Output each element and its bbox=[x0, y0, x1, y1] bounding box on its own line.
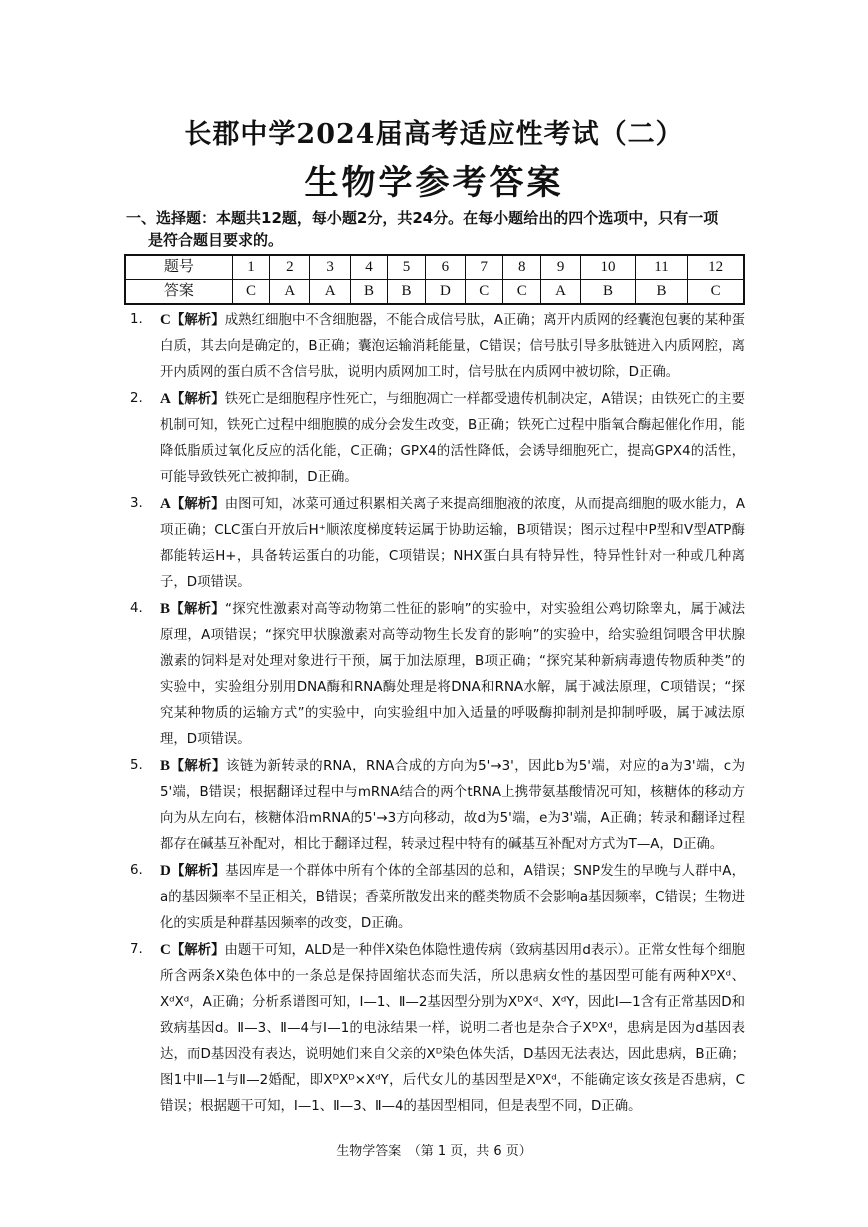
question-number: 11 bbox=[635, 255, 688, 280]
item-analysis-tag: 【解析】 bbox=[170, 864, 226, 879]
question-number: 7 bbox=[466, 255, 503, 280]
question-number: 10 bbox=[581, 255, 635, 280]
item-body bbox=[160, 937, 745, 1120]
question-number: 5 bbox=[388, 255, 425, 280]
item-answer: C bbox=[160, 312, 171, 328]
item-text: 基因库是一个群体中所有个体的全部基因的总和，A错误；SNP发生的早晚与人群中A，a的基因频率不呈正相关，B错误；香菜所散发出来的醛类物质不会影响a基因频率，C错误；生物进化的实质是种群基因频率的改变，D正确。 bbox=[160, 864, 745, 931]
item-text: 成熟红细胞中不含细胞器，不能合成信号肽，A正确；离开内质网的经囊泡包裹的某种蛋白质，其去向是确定的，B正确；囊泡运输消耗能量，C错误；信号肽引导多肽链进入内质网腔，离开内质网的蛋白质不含信号肽，说明内质网加工时，信号肽在内质网中被切除，D正确。 bbox=[160, 313, 745, 380]
item-body bbox=[160, 596, 745, 753]
item-number: 4. bbox=[130, 601, 143, 616]
item-text: 该链为新转录的RNA，RNA合成的方向为5'→3'，因此b为5'端，对应的a为3'端，c为5'端，B错误；根据翻译过程中与mRNA结合的两个tRNA上携带氨基酸情况可知，核糖体的移动方向为从左向右，核糖体沿mRNA的5'→3方向移动，故d为5'端，e为3'端，A正确；转录和翻译过程都存在碱基互补配对，相比于翻译过程，转录过程中特有的碱基互补配对方式为T—A，D正确。 bbox=[160, 759, 745, 852]
answer-cell: C bbox=[232, 280, 269, 305]
answer-cell: B bbox=[581, 280, 635, 305]
section-heading bbox=[126, 207, 746, 251]
item-text: 由图可知，冰菜可通过积累相关离子来提高细胞液的浓度，从而提高细胞的吸水能力，A项正确；CLC蛋白开放后H⁺顺浓度梯度转运属于协助运输，B项错误；图示过程中P型和V型ATP酶都能转运H+，具备转运蛋白的功能，C项错误；NHX蛋白具有特异性，特异性针对一种或几种离子，D项错误。 bbox=[160, 497, 745, 590]
row-label-number: 题号 bbox=[125, 255, 232, 280]
item-answer: A bbox=[160, 391, 171, 407]
item-answer: A bbox=[160, 496, 171, 512]
item-body bbox=[160, 491, 745, 596]
question-number: 12 bbox=[688, 255, 744, 280]
answer-table-number-row bbox=[125, 255, 744, 280]
question-number: 4 bbox=[350, 255, 387, 280]
answer-cell: C bbox=[466, 280, 503, 305]
item-answer: D bbox=[160, 863, 171, 879]
answer-cell: B bbox=[350, 280, 387, 305]
item-number: 7. bbox=[130, 942, 143, 957]
item-answer: B bbox=[160, 758, 171, 774]
question-number: 9 bbox=[540, 255, 580, 280]
answer-cell: A bbox=[270, 280, 310, 305]
item-number: 6. bbox=[130, 863, 143, 878]
item-text: “探究性激素对高等动物第二性征的影响”的实验中，对实验组公鸡切除睾丸，属于减法原理，A项错误；“探究甲状腺激素对高等动物生长发育的影响”的实验中，给实验组饲喂含甲状腺激素的饲料是对处理对象进行干预，属于加法原理，B项正确；“探究某种新病毒遗传物质种类”的实验中，实验组分别用DNA酶和RNA酶处理是将DNA和RNA水解，属于减法原理，C项错误；“探究某种物质的运输方式”的实验中，向实验组中加入适量的呼吸酶抑制剂是抑制呼吸，属于减法原理，D项错误。 bbox=[160, 602, 745, 747]
page-footer: 生物学答案 （第 1 页，共 6 页） bbox=[336, 1144, 532, 1159]
answer-table bbox=[124, 254, 745, 305]
item-body bbox=[160, 858, 745, 937]
item-number: 5. bbox=[130, 758, 143, 773]
item-text: 铁死亡是细胞程序性死亡，与细胞凋亡一样都受遗传机制决定，A错误；由铁死亡的主要机制可知，铁死亡过程中细胞膜的成分会发生改变，B正确；铁死亡过程中脂氧合酶起催化作用，能降低脂质过氧化反应的活化能，C正确；GPX4的活性降低，会诱导细胞死亡，提高GPX4的活性，可能导致铁死亡被抑制，D正确。 bbox=[160, 392, 745, 485]
item-answer: B bbox=[160, 601, 171, 617]
answer-cell: B bbox=[635, 280, 688, 305]
item-number: 3. bbox=[130, 496, 143, 511]
item-body bbox=[160, 307, 745, 386]
item-analysis-tag: 【解析】 bbox=[170, 392, 225, 407]
answer-cell: A bbox=[310, 280, 350, 305]
answer-cell: C bbox=[503, 280, 540, 305]
section-heading-line2: 是符合题目要求的。 bbox=[148, 231, 284, 249]
answer-cell: C bbox=[688, 280, 744, 305]
question-number: 2 bbox=[270, 255, 310, 280]
item-text: 由题干可知，ALD是一种伴X染色体隐性遗传病（致病基因用d表示）。正常女性每个细胞所含两条X染色体中的一条总是保持固缩状态而失活，所以患病女性的基因型可能有两种XᴰXᵈ、XᵈXᵈ，A正确；分析系谱图可知，Ⅰ—1、Ⅱ—2基因型分别为XᴰXᵈ、XᵈY，因此Ⅰ—1含有正常基因D和致病基因d。Ⅱ—3、Ⅱ—4与Ⅰ—1的电泳结果一样，说明二者也是杂合子XᴰXᵈ，患病是因为d基因表达，而D基因没有表达，说明她们来自父亲的Xᴰ染色体失活，D基因无法表达，因此患病，B正确；图1中Ⅱ—1与Ⅱ—2婚配，即XᴰXᴰ×XᵈY，后代女儿的基因型是XᴰXᵈ，不能确定该女孩是否患病，C错误；根据题干可知，Ⅰ—1、Ⅱ—3、Ⅱ—4的基因型相同，但是表型不同，D正确。 bbox=[160, 943, 746, 1114]
answer-cell: D bbox=[425, 280, 465, 305]
explanation-item bbox=[130, 753, 745, 858]
item-body bbox=[160, 386, 745, 491]
item-analysis-tag: 【解析】 bbox=[170, 943, 225, 958]
explanation-item bbox=[130, 491, 745, 596]
explanation-item bbox=[130, 386, 745, 491]
item-number: 2. bbox=[130, 391, 143, 406]
answer-cell: A bbox=[540, 280, 580, 305]
item-analysis-tag: 【解析】 bbox=[170, 313, 225, 328]
question-number: 6 bbox=[425, 255, 465, 280]
explanation-item bbox=[130, 937, 745, 1120]
answer-subtitle: 生物学参考答案 bbox=[304, 163, 564, 203]
explanation-list bbox=[130, 307, 745, 1120]
item-body bbox=[160, 753, 745, 858]
section-heading-line1: 一、选择题：本题共12题，每小题2分，共24分。在每小题给出的四个选项中，只有一项 bbox=[126, 209, 719, 227]
question-number: 8 bbox=[503, 255, 540, 280]
exam-title: 长郡中学2024届高考适应性考试（二） bbox=[184, 119, 684, 150]
item-answer: C bbox=[160, 942, 171, 958]
question-number: 1 bbox=[232, 255, 269, 280]
question-number: 3 bbox=[310, 255, 350, 280]
item-number: 1. bbox=[130, 312, 143, 327]
row-label-answer: 答案 bbox=[125, 280, 232, 305]
explanation-item bbox=[130, 596, 745, 753]
answer-table-answer-row bbox=[125, 280, 744, 305]
item-analysis-tag: 【解析】 bbox=[170, 497, 225, 512]
explanation-item bbox=[130, 858, 745, 937]
explanation-item bbox=[130, 307, 745, 386]
answer-cell: B bbox=[388, 280, 425, 305]
item-analysis-tag: 【解析】 bbox=[170, 602, 225, 617]
item-analysis-tag: 【解析】 bbox=[170, 759, 226, 774]
